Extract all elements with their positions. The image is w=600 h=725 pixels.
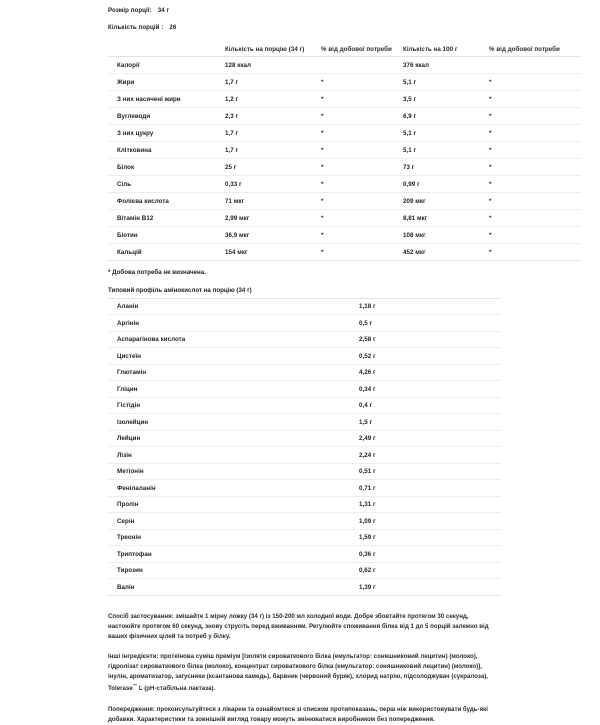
- nutrient-per-100g: 6,9 г: [403, 108, 489, 125]
- nutrient-name: Сіль: [108, 176, 225, 193]
- amino-acid-name: Триптофан: [108, 546, 359, 563]
- amino-acid-value: 2,24 г: [359, 447, 501, 464]
- amino-acid-name: Лейцин: [108, 430, 359, 447]
- nutrient-name: Білок: [108, 159, 225, 176]
- nutrient-dv-serving: [321, 57, 403, 74]
- nutrition-col-dv-serving: % від добової потреби: [321, 42, 403, 57]
- nutrition-table-body: [108, 57, 581, 261]
- nutrient-dv-100g: *: [489, 227, 581, 244]
- nutrient-dv-100g: *: [489, 244, 581, 261]
- nutrient-name: З них цукру: [108, 125, 225, 142]
- warning-paragraph: Попередження: проконсультуйтеся з лікарем та ознайомтеся зі списком протипоказань, перш ніж використовувати будь-які добавки. Характеристики та зовнішній вигляд товару можуть змінюватися виробником без попередження.: [108, 705, 488, 723]
- amino-acid-value: 0,5 г: [359, 315, 501, 332]
- amino-acid-value: 2,58 г: [359, 331, 501, 348]
- table-row: [108, 381, 501, 398]
- table-row: [108, 579, 501, 596]
- nutrient-dv-serving: *: [321, 210, 403, 227]
- nutrition-col-per-serving: Кількість на порцію (34 г): [225, 42, 321, 57]
- servings-per-container-line: [108, 25, 492, 31]
- amino-acid-name: Тирозин: [108, 562, 359, 579]
- table-row: [108, 529, 501, 546]
- nutrient-dv-100g: *: [489, 159, 581, 176]
- amino-acid-name: Серін: [108, 513, 359, 530]
- serving-size-value: 34 г: [157, 7, 170, 14]
- amino-acid-name: Аспарагінова кислота: [108, 331, 359, 348]
- nutrient-per-serving: 2,3 г: [225, 108, 321, 125]
- table-row: [108, 193, 581, 210]
- nutrient-dv-serving: *: [321, 176, 403, 193]
- table-row: [108, 244, 581, 261]
- nutrient-name: Вуглеводи: [108, 108, 225, 125]
- nutrient-dv-100g: [489, 57, 581, 74]
- ingredients-text-tail: L (pH-стабільна лактаза).: [137, 685, 216, 692]
- table-row: [108, 108, 581, 125]
- nutrient-name: Клітковина: [108, 142, 225, 159]
- amino-table-body: [108, 298, 501, 595]
- nutrient-dv-100g: *: [489, 108, 581, 125]
- nutrient-dv-serving: *: [321, 227, 403, 244]
- nutrient-name: Калорії: [108, 57, 225, 74]
- nutrient-dv-serving: *: [321, 193, 403, 210]
- nutrient-per-serving: 1,7 г: [225, 125, 321, 142]
- amino-acid-name: Треонін: [108, 529, 359, 546]
- ingredients-paragraph: [108, 652, 492, 693]
- table-row: [108, 315, 501, 332]
- table-row: [108, 227, 581, 244]
- nutrient-per-100g: 452 мкг: [403, 244, 489, 261]
- table-row: [108, 480, 501, 497]
- table-row: [108, 91, 581, 108]
- daily-value-footnote: * Добова потреба не визначена.: [108, 269, 206, 277]
- amino-acid-value: 1,09 г: [359, 513, 501, 530]
- amino-acid-value: 0,71 г: [359, 480, 501, 497]
- table-row: [108, 210, 581, 227]
- nutrient-per-serving: 128 ккал: [225, 57, 321, 74]
- amino-acid-name: Ізолейцин: [108, 414, 359, 431]
- nutrient-dv-100g: *: [489, 142, 581, 159]
- amino-acid-name: Гліцин: [108, 381, 359, 398]
- nutrient-dv-serving: *: [321, 74, 403, 91]
- amino-acid-value: 0,34 г: [359, 381, 501, 398]
- amino-acid-value: 1,5 г: [359, 414, 501, 431]
- nutrient-per-serving: 1,2 г: [225, 91, 321, 108]
- nutrient-per-100g: 376 ккал: [403, 57, 489, 74]
- table-row: [108, 546, 501, 563]
- nutrient-per-100g: 209 мкг: [403, 193, 489, 210]
- nutrient-name: Фолієва кислота: [108, 193, 225, 210]
- nutrient-dv-serving: *: [321, 91, 403, 108]
- amino-acid-value: 4,26 г: [359, 364, 501, 381]
- table-row: [108, 298, 501, 315]
- nutrient-dv-100g: *: [489, 74, 581, 91]
- servings-count-value: 26: [169, 24, 177, 32]
- nutrient-name: Жири: [108, 74, 225, 91]
- nutrient-dv-serving: *: [321, 125, 403, 142]
- table-row: [108, 74, 581, 91]
- nutrition-table-head: [108, 42, 581, 57]
- table-row: [108, 331, 501, 348]
- amino-acid-value: 0,4 г: [359, 397, 501, 414]
- nutrient-dv-100g: *: [489, 91, 581, 108]
- serving-size-line: [108, 8, 492, 14]
- nutrient-name: Вітамін B12: [108, 210, 225, 227]
- table-row: [108, 496, 501, 513]
- nutrition-facts-table: [108, 42, 581, 261]
- table-row: [108, 463, 501, 480]
- trademark-symbol: ™: [132, 682, 138, 688]
- nutrition-col-nutrient: [108, 42, 225, 57]
- table-row: [108, 142, 581, 159]
- amino-acid-name: Гістідін: [108, 397, 359, 414]
- nutrient-per-100g: 108 мкг: [403, 227, 489, 244]
- nutrient-per-serving: 154 мкг: [225, 244, 321, 261]
- amino-acid-name: Метіонін: [108, 463, 359, 480]
- nutrition-col-per-100g: Кількість на 100 г: [403, 42, 489, 57]
- amino-acid-name: Аргінін: [108, 315, 359, 332]
- amino-acid-value: 1,59 г: [359, 529, 501, 546]
- amino-acid-value: 0,51 г: [359, 463, 501, 480]
- amino-profile-title: Типовий профіль амінокислот на порцію (34 г): [108, 286, 252, 294]
- table-row: [108, 430, 501, 447]
- table-row: [108, 447, 501, 464]
- nutrition-header-row: [108, 42, 581, 57]
- table-row: [108, 513, 501, 530]
- nutrient-per-100g: 5,1 г: [403, 125, 489, 142]
- nutrient-per-100g: 0,99 г: [403, 176, 489, 193]
- table-row: [108, 562, 501, 579]
- nutrient-per-100g: 8,81 мкг: [403, 210, 489, 227]
- table-row: [108, 176, 581, 193]
- table-row: [108, 159, 581, 176]
- nutrient-dv-100g: *: [489, 210, 581, 227]
- nutrient-name: Кальцій: [108, 244, 225, 261]
- nutrient-per-100g: 5,1 г: [403, 142, 489, 159]
- amino-acid-value: 1,31 г: [359, 496, 501, 513]
- nutrient-dv-100g: *: [489, 125, 581, 142]
- nutrient-per-serving: 36,9 мкг: [225, 227, 321, 244]
- amino-acid-name: Валін: [108, 579, 359, 596]
- nutrient-dv-100g: *: [489, 193, 581, 210]
- nutrition-col-dv-100g: % від добової потреби: [489, 42, 581, 57]
- table-row: [108, 414, 501, 431]
- nutrient-per-serving: 0,33 г: [225, 176, 321, 193]
- servings-count-label: Кількість порцій :: [108, 24, 164, 32]
- nutrient-per-100g: 3,5 г: [403, 91, 489, 108]
- amino-acid-value: 0,36 г: [359, 546, 501, 563]
- amino-acid-name: Фенілаланін: [108, 480, 359, 497]
- serving-size-label: Розмір порції:: [108, 7, 152, 14]
- table-row: [108, 397, 501, 414]
- amino-acid-name: Пролін: [108, 496, 359, 513]
- nutrient-dv-serving: *: [321, 142, 403, 159]
- nutrient-name: З них насичені жири: [108, 91, 225, 108]
- table-row: [108, 57, 581, 74]
- nutrient-dv-serving: *: [321, 108, 403, 125]
- table-row: [108, 364, 501, 381]
- amino-acid-value: 1,39 г: [359, 579, 501, 596]
- nutrient-name: Біотин: [108, 227, 225, 244]
- amino-acid-value: 2,49 г: [359, 430, 501, 447]
- nutrient-per-serving: 1,7 г: [225, 142, 321, 159]
- amino-acid-value: 0,52 г: [359, 348, 501, 365]
- amino-acid-table: [108, 298, 501, 596]
- nutrient-per-100g: 73 г: [403, 159, 489, 176]
- amino-acid-name: Лізін: [108, 447, 359, 464]
- nutrient-per-serving: 2,99 мкг: [225, 210, 321, 227]
- amino-acid-name: Цистеїн: [108, 348, 359, 365]
- nutrient-per-serving: 25 г: [225, 159, 321, 176]
- footer-paragraphs: [108, 612, 492, 725]
- usage-instructions-paragraph: Спосіб застосування: змішайте 1 мірну ложку (34 г) із 150-200 мл холодної води. Добре збовтайте протягом 30 секунд, настоюйте протягом 60 секунд, знову струсіть перед вживанням. Регулюйте споживання білка від 1 до 5 порцій залежно від ваших фізичних цілей та потреб у білку.: [108, 612, 489, 640]
- nutrient-per-serving: 71 мкг: [225, 193, 321, 210]
- nutrient-dv-serving: *: [321, 244, 403, 261]
- amino-acid-value: 1,18 г: [359, 298, 501, 315]
- nutrient-dv-100g: *: [489, 176, 581, 193]
- nutrient-per-serving: 1,7 г: [225, 74, 321, 91]
- nutrient-per-100g: 5,1 г: [403, 74, 489, 91]
- nutrient-dv-serving: *: [321, 159, 403, 176]
- table-row: [108, 125, 581, 142]
- ingredients-text-main: Інші інгредієнти: протеїнова суміш преміум [ізоляти сироваткового білка (емульгатор: соняшниковий лецитин) (молоко), гідролізат сироваткового білка (молоко), концентрат сироваткового білка (емульгатор: соняшниковий лецитин) (молоко)], інулін, ароматизатор, загусники (ксантанова камедь), барвник (червоний буряк), хлорид натрію, підсолоджувач (сукралоза), Tolerase: [108, 653, 489, 692]
- amino-acid-value: 0,62 г: [359, 562, 501, 579]
- amino-acid-name: Глютамін: [108, 364, 359, 381]
- amino-acid-name: Аланін: [108, 298, 359, 315]
- table-row: [108, 348, 501, 365]
